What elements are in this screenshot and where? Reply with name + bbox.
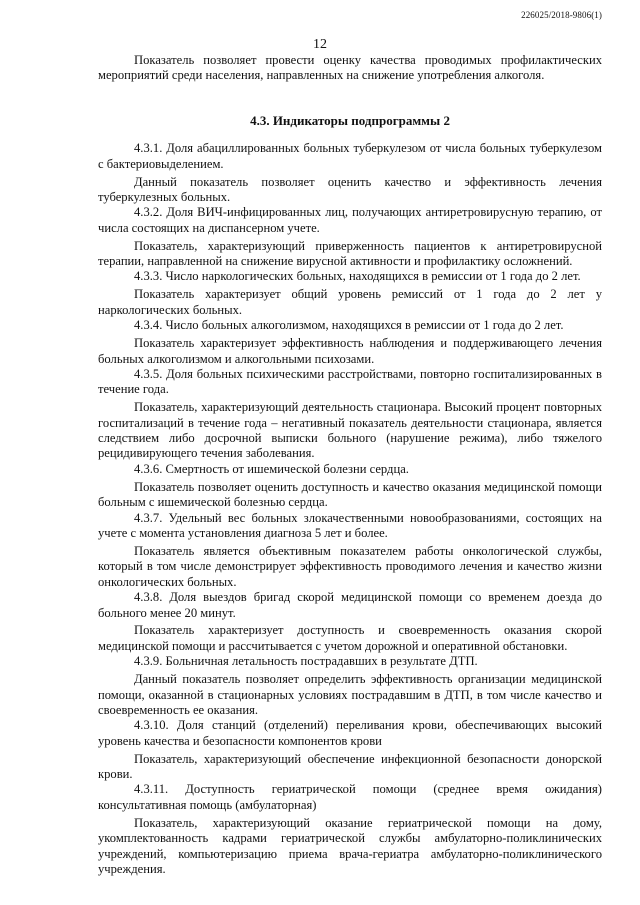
indicator-4-3-11: 4.3.11. Доступность гериатрической помощи (среднее время ожидания) консультативная помощь (амбулаторная) [98,782,602,812]
indicator-4-3-8: 4.3.8. Доля выездов бригад скорой медицинской помощи со временем доезда до больного менее 20 минут. [98,590,602,620]
indicator-4-3-6: 4.3.6. Смертность от ишемической болезни сердца. [134,461,409,476]
intro-paragraph: Показатель позволяет провести оценку качества проводимых профилактических мероприятий среди населения, направленных на снижение употребления алкоголя. [98,53,602,83]
indicator-4-3-1: 4.3.1. Доля абациллированных больных туберкулезом от числа больных туберкулезом с бактериовыделением. [98,141,602,171]
indicator-description: Показатель, характеризующий деятельность стационара. Высокий процент повторных госпитализаций в течение года – негативный показатель деятельности стационара, является следствием либо досрочной выписки больного (нарушение режима), либо тяжелого рецидивирующего течения заболевания. [98,400,602,461]
indicator-4-3-10: 4.3.10. Доля станций (отделений) переливания крови, обеспечивающих высокий уровень качества и безопасности компонентов крови [98,718,602,748]
indicator-description: Показатель характеризует эффективность наблюдения и поддерживающего лечения больных алкоголизмом и алкогольными психозами. [98,336,602,366]
indicator-4-3-5: 4.3.5. Доля больных психическими расстройствами, повторно госпитализированных в течение года. [98,366,602,397]
indicator-description: Показатель, характеризующий обеспечение инфекционной безопасности донорской крови. [98,751,602,782]
indicator-description: Показатель является объективным показателем работы онкологической службы, который в том числе демонстрирует эффективность проводимого лечения и качество жизни онкологических больных. [98,543,602,589]
document-number: 226025/2018-9806(1) [521,10,602,20]
page-number: 12 [313,37,327,52]
section-heading: 4.3. Индикаторы подпрограммы 2 [250,112,450,128]
indicator-description: Данный показатель позволяет определить эффективность организации медицинской помощи, оказанной в стационарных условиях пострадавшим в ДТП, в том числе качество и своевременность ее оказания. [98,672,602,717]
indicator-description: Данный показатель позволяет оценить качество и эффективность лечения туберкулезных больных. [98,174,602,204]
indicator-description: Показатель характеризует доступность и своевременность оказания скорой медицинской помощи и рассчитывается с учетом дорожной и оперативной обстановки. [98,623,602,653]
indicator-description: Показатель позволяет оценить доступность и качество оказания медицинской помощи больным с ишемической болезнью сердца. [98,479,602,510]
indicator-description: Показатель, характеризующий оказание гериатрической помощи на дому, укомплектованность кадрами гериатрической службы амбулаторно-поликлинических учреждений, компьютеризацию приема врача-гериатра амбулаторно-поликлинического учреждения. [98,815,602,876]
indicator-description: Показатель, характеризующий приверженность пациентов к антиретровирусной терапии, направленной на снижение вирусной активности и профилактику осложнений. [98,238,602,269]
page-content [98,53,602,877]
indicator-4-3-4: 4.3.4. Число больных алкоголизмом, находящихся в ремиссии от 1 года до 2 лет. [134,318,564,333]
indicator-4-3-2: 4.3.2. Доля ВИЧ-инфицированных лиц, получающих антиретровирусную терапию, от числа состоящих на диспансерном учете. [98,205,602,235]
indicator-4-3-7: 4.3.7. Удельный вес больных злокачественными новообразованиями, состоящих на учете с момента установления диагноза 5 лет и более. [98,510,602,540]
indicator-4-3-3: 4.3.3. Число наркологических больных, находящихся в ремиссии от 1 года до 2 лет. [134,269,581,284]
indicator-4-3-9: 4.3.9. Больничная летальность пострадавших в результате ДТП. [134,654,478,669]
indicator-description: Показатель характеризует общий уровень ремиссий от 1 года до 2 лет у наркологических больных. [98,287,602,317]
